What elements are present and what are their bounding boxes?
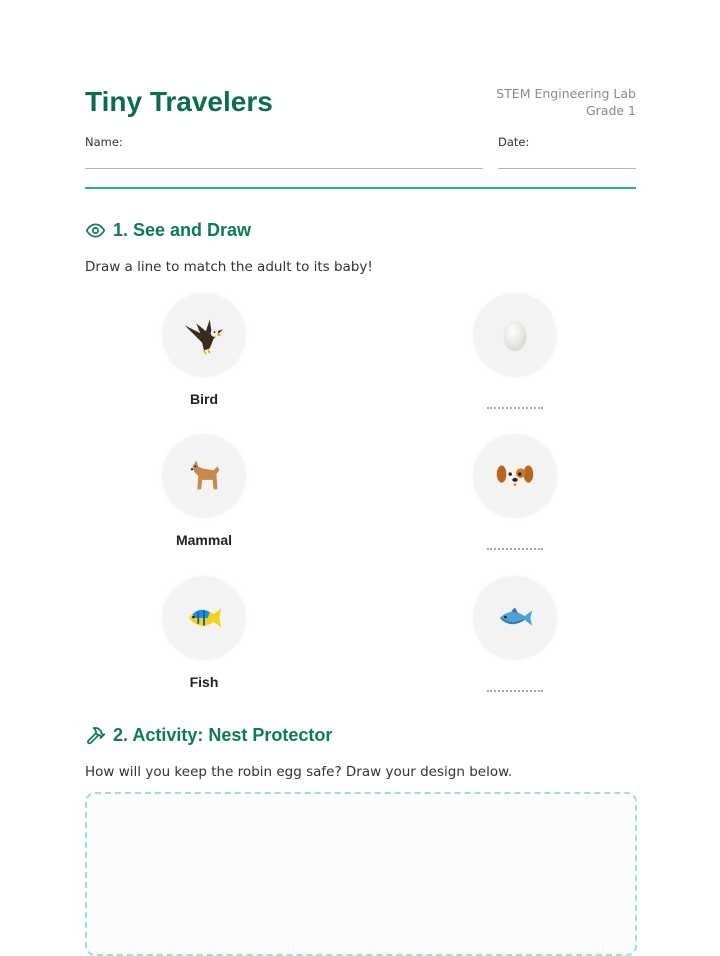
section-2-instructions: How will you keep the robin egg safe? Draw your design below. xyxy=(85,764,513,780)
tropical-fish-icon xyxy=(181,595,227,641)
baby-card-egg[interactable] xyxy=(455,293,575,409)
subject-label: STEM Engineering Lab xyxy=(496,86,636,101)
baby-card-fish[interactable] xyxy=(455,576,575,692)
dog-icon xyxy=(181,453,227,499)
match-label-mammal: Mammal xyxy=(175,532,233,548)
answer-blank[interactable] xyxy=(487,548,543,550)
design-drawing-area[interactable] xyxy=(85,792,637,956)
adult-card-mammal[interactable] xyxy=(144,434,264,548)
hammer-icon xyxy=(85,725,106,746)
name-field[interactable] xyxy=(85,168,483,169)
match-label-bird: Bird xyxy=(190,391,218,407)
worksheet-page xyxy=(85,0,636,932)
section-1-title: 1. See and Draw xyxy=(113,220,252,240)
image-circle xyxy=(473,434,557,518)
header-meta xyxy=(496,85,636,119)
image-circle xyxy=(162,576,246,660)
answer-blank[interactable] xyxy=(487,407,543,409)
baby-card-puppy[interactable] xyxy=(455,434,575,550)
date-label: Date: xyxy=(498,135,530,149)
eagle-icon xyxy=(181,312,227,358)
date-field[interactable] xyxy=(498,168,636,169)
page-title: Tiny Travelers xyxy=(85,86,273,117)
eye-icon xyxy=(85,220,106,241)
image-circle xyxy=(162,434,246,518)
section-2-heading xyxy=(85,725,332,746)
image-circle xyxy=(473,576,557,660)
section-2-title: 2. Activity: Nest Protector xyxy=(113,725,333,745)
match-label-fish: Fish xyxy=(189,674,219,690)
answer-blank[interactable] xyxy=(487,690,543,692)
grade-label: Grade 1 xyxy=(585,103,636,118)
egg-icon xyxy=(492,312,538,358)
header-divider xyxy=(85,187,636,189)
image-circle xyxy=(162,293,246,377)
adult-card-fish[interactable] xyxy=(144,576,264,690)
section-1-heading xyxy=(85,220,251,241)
adult-card-bird[interactable] xyxy=(144,293,264,407)
puppy-face-icon xyxy=(492,453,538,499)
image-circle xyxy=(473,293,557,377)
section-1-instructions: Draw a line to match the adult to its baby! xyxy=(85,259,373,275)
fish-icon xyxy=(492,595,538,641)
name-label: Name: xyxy=(85,135,123,149)
